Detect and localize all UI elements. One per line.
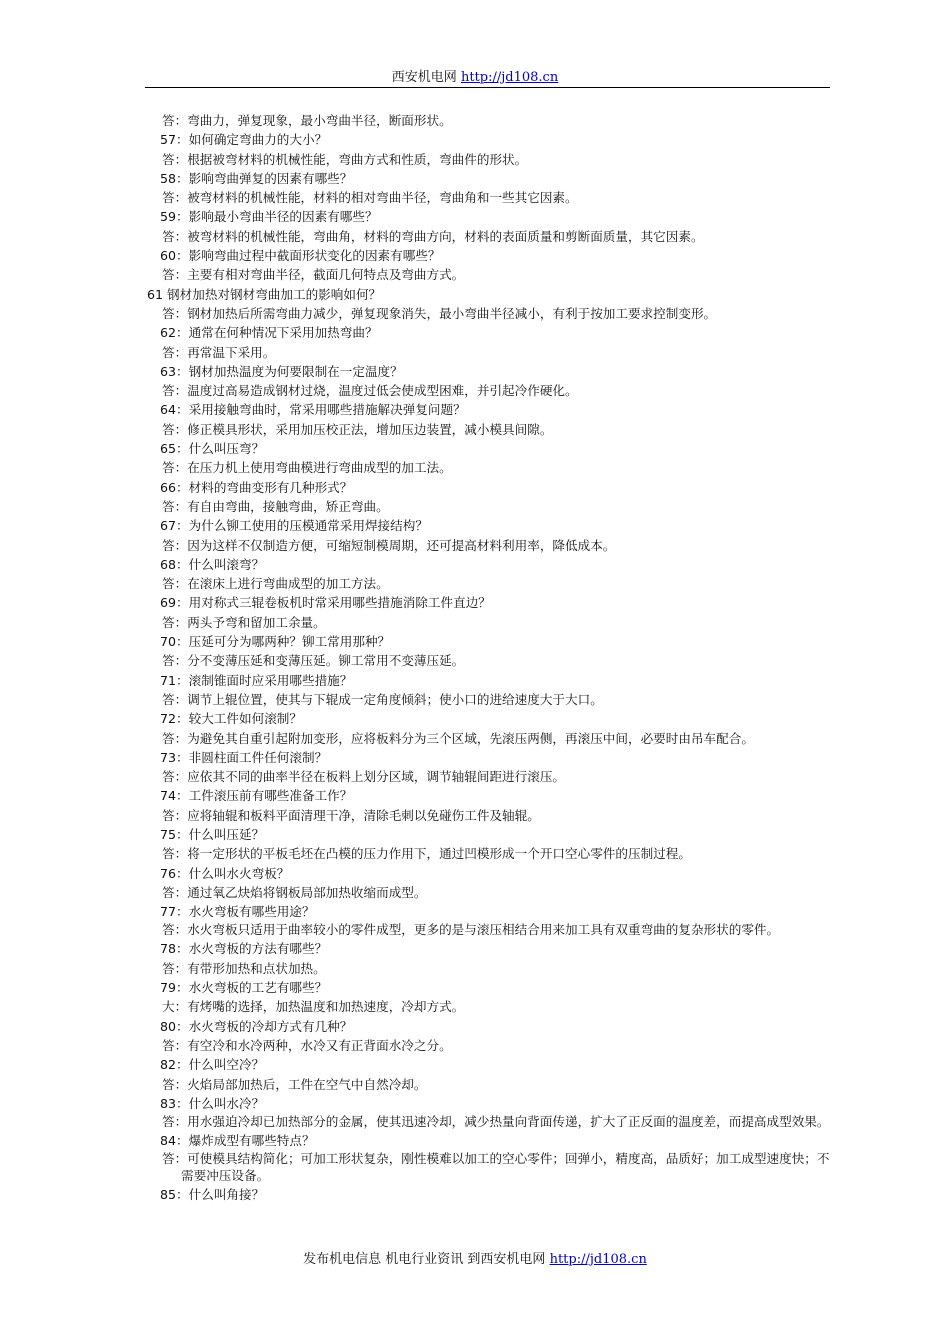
question-line [147,478,832,497]
question-text: ：为什么铆工使用的压模通常采用焊接结构？ [176,518,428,534]
answer-line: 答：主要有相对弯曲半径，截面几何特点及弯曲方式。 [162,267,465,283]
question-number: 82 [160,1057,177,1073]
question-text: ：较大工件如何滚制？ [176,711,302,727]
question-text: ：水火弯板的工艺有哪些？ [176,980,328,996]
answer-line: 答：用水强迫冷却已加热部分的金属，使其迅速冷却，减少热量向背面传递，扩大了正反面的温度差，而提高成型效果。 [162,1114,830,1130]
question-number: 71 [160,672,177,688]
question-number: 60 [160,248,177,264]
question-number: 73 [160,749,177,765]
question-number: 57 [160,132,177,148]
answer-line: 答：在压力机上使用弯曲模进行弯曲成型的加工法。 [162,460,452,476]
question-text: ：如何确定弯曲力的大小？ [176,132,328,148]
question-number: 85 [160,1187,177,1203]
question-number: 64 [160,402,177,418]
question-line [147,439,832,458]
question-text: ：什么叫滚弯？ [176,556,265,572]
answer-line: 答：有带形加热和点状加热。 [162,960,326,976]
question-line [147,902,832,921]
question-text: ：影响弯曲过程中截面形状变化的因素有哪些？ [176,248,441,264]
answer-line: 答：将一定形状的平板毛坯在凸模的压力作用下，通过凹模形成一个开口空心零件的压制过程。 [162,846,691,862]
question-number: 76 [160,865,177,881]
question-number: 58 [160,170,177,186]
question-line [147,207,832,226]
question-number: 66 [160,479,177,495]
header-site-name: 西安机电网 [391,70,457,85]
question-text: ：非圆柱面工件任何滚制？ [176,749,328,765]
question-text: ：材料的弯曲变形有几种形式？ [176,479,353,495]
question-line [147,169,832,188]
question-number: 69 [160,595,177,611]
page-header [0,66,950,85]
footer-text: 发布机电信息 机电行业资讯 到西安机电网 [303,1252,546,1267]
question-text: ：什么叫水火弯板？ [176,865,290,881]
question-number: 79 [160,980,177,996]
question-line [147,1185,832,1204]
question-line [147,362,832,381]
question-number: 62 [160,325,177,341]
question-line [147,786,832,805]
answer-line: 大：有烤嘴的选择，加热温度和加热速度，冷却方式。 [162,999,465,1015]
answer-line: 答：为避免其自重引起附加变形，应将板料分为三个区域，先滚压两侧，再滚压中间，必要时由吊车配合。 [162,730,754,746]
footer-url-link[interactable]: http://jd108.cn [549,1252,647,1267]
question-line [147,864,832,883]
answer-line: 答：钢材加热后所需弯曲力减少，弹复现象消失，最小弯曲半径减小，有利于按加工要求控制变形。 [162,305,717,321]
answer-line: 答：再常温下采用。 [162,344,276,360]
answer-line: 答：应将轴辊和板料平面清理干净，清除毛刺以免碰伤工件及轴辊。 [162,807,540,823]
question-text: ：什么叫空冷？ [176,1057,265,1073]
question-line [147,593,832,612]
question-text: ：什么叫角接？ [176,1187,265,1203]
question-text: ：水火弯板有哪些用途？ [176,904,315,920]
question-line [147,400,832,419]
question-number: 74 [160,788,177,804]
answer-line: 答：有空冷和水冷两种，水冷又有正背面水冷之分。 [162,1037,452,1053]
question-text: ：什么叫水冷？ [176,1095,265,1111]
answer-line: 答：水火弯板只适用于曲率较小的零件成型，更多的是与滚压相结合用来加工具有双重弯曲的复杂形状的零件。 [162,922,780,938]
question-text: ：爆炸成型有哪些特点？ [176,1133,315,1149]
question-text: ：什么叫压延？ [176,826,265,842]
answer-line: 答：火焰局部加热后，工件在空气中自然冷却。 [162,1076,427,1092]
answer-line: 答：修正模具形状，采用加压校正法，增加压边装置，减小模具间隙。 [162,421,553,437]
page-footer [0,1248,950,1267]
question-line [147,323,832,342]
question-line [147,709,832,728]
question-text: ：压延可分为哪两种？铆工常用那种？ [176,634,391,650]
answer-line: 答：可使模具结构简化；可加工形状复杂，刚性模难以加工的空心零件；回弹小，精度高，品质好；加工成型速度快；不需要冲压设备。 [162,1151,830,1184]
question-text: ：滚制锥面时应采用哪些措施？ [176,672,353,688]
answer-line: 答：分不变薄压延和变薄压延。铆工常用不变薄压延。 [162,653,465,669]
answer-line: 答：因为这样不仅制造方便，可缩短制模周期，还可提高材料利用率，降低成本。 [162,537,616,553]
answer-line: 答：被弯材料的机械性能，材料的相对弯曲半径，弯曲角和一些其它因素。 [162,190,578,206]
question-line [147,671,832,690]
question-number: 72 [160,711,177,727]
question-text: ：采用接触弯曲时，常采用哪些措施解决弹复问题？ [176,402,466,418]
qa-content [147,111,832,1205]
question-line [147,632,832,651]
question-text: 钢材加热对钢材弯曲加工的影响如何？ [163,286,382,302]
question-text: ：影响弯曲弹复的因素有哪些？ [176,170,353,186]
question-text: ：影响最小弯曲半径的因素有哪些？ [176,209,378,225]
question-number: 83 [160,1095,177,1111]
question-number: 63 [160,363,177,379]
question-line [147,939,832,958]
question-text: ：水火弯板的冷却方式有几种？ [176,1018,353,1034]
answer-line: 答：温度过高易造成钢材过烧，温度过低会使成型困难，并引起冷作硬化。 [162,383,578,399]
answer-line: 答：应依其不同的曲率半径在板料上划分区域，调节轴辊间距进行滚压。 [162,769,565,785]
question-text: ：工件滚压前有哪些准备工作？ [176,788,353,804]
question-number: 61 [147,286,164,302]
answer-line: 答：通过氧乙炔焰将钢板局部加热收缩而成型。 [162,884,427,900]
question-line [147,1017,832,1036]
question-line [147,1131,832,1150]
question-line [147,748,832,767]
question-text: ：通常在何种情况下采用加热弯曲？ [176,325,378,341]
question-line [147,246,832,265]
answer-line: 答：调节上辊位置，使其与下辊成一定角度倾斜；使小口的进给速度大于大口。 [162,691,603,707]
question-number: 84 [160,1133,177,1149]
question-number: 70 [160,634,177,650]
answer-line: 答：有自由弯曲，接触弯曲，矫正弯曲。 [162,498,389,514]
question-number: 67 [160,518,177,534]
header-url-link[interactable]: http://jd108.cn [460,70,559,85]
question-number: 68 [160,556,177,572]
question-text: ：用对称式三辊卷板机时常采用哪些措施消除工件直边？ [176,595,491,611]
answer-line: 答：被弯材料的机械性能，弯曲角，材料的弯曲方向，材料的表面质量和剪断面质量，其它因素。 [162,228,704,244]
question-line [147,825,832,844]
question-line [147,1094,832,1113]
question-line [147,555,832,574]
header-divider [145,87,830,88]
question-number: 80 [160,1018,177,1034]
question-number: 59 [160,209,177,225]
question-text: ：水火弯板的方法有哪些？ [176,941,328,957]
question-line [147,1055,832,1074]
question-number: 77 [160,904,177,920]
question-number: 78 [160,941,177,957]
question-text: ：钢材加热温度为何要限制在一定温度？ [176,363,403,379]
question-number: 75 [160,826,177,842]
question-line [147,516,832,535]
question-line [147,978,832,997]
answer-line: 答：在滚床上进行弯曲成型的加工方法。 [162,576,389,592]
answer-line: 答：弯曲力，弹复现象，最小弯曲半径，断面形状。 [162,113,452,128]
answer-line: 答：根据被弯材料的机械性能，弯曲方式和性质，弯曲件的形状。 [162,151,528,167]
question-number: 65 [160,441,177,457]
question-text: ：什么叫压弯？ [176,441,265,457]
question-line [147,285,832,304]
question-line [147,130,832,149]
answer-line: 答：两头予弯和留加工余量。 [162,614,326,630]
